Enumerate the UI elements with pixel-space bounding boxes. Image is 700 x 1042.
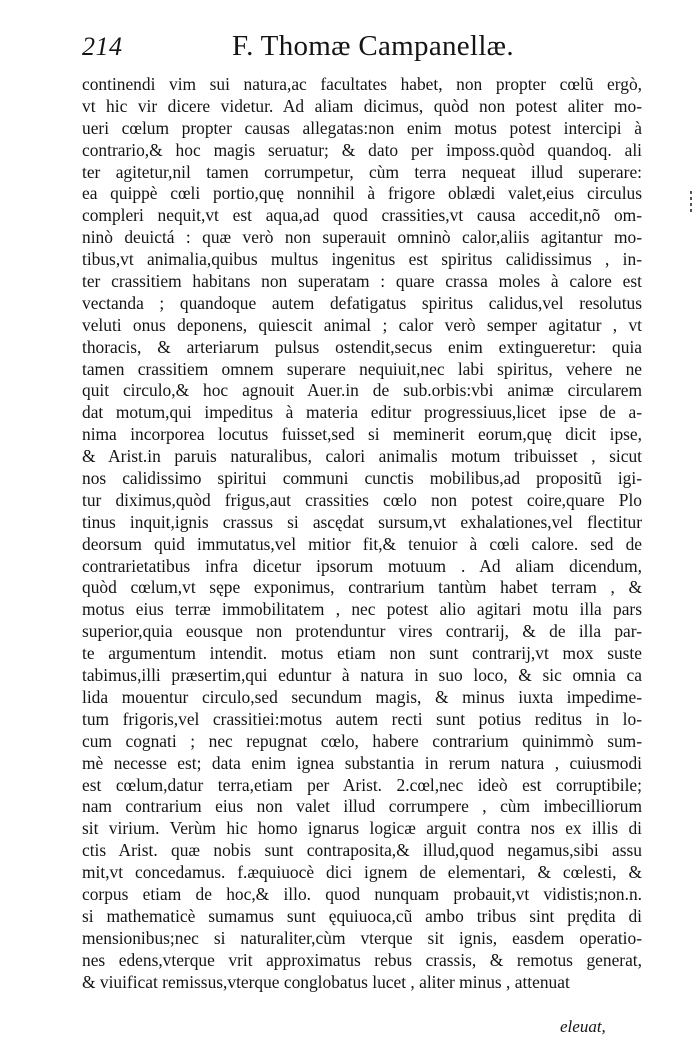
text-line: ea quippè cœli portio,quę nonnihil à frigore oblædi valet,eius circulus xyxy=(82,183,642,204)
text-line: cum cognati ; nec repugnat cœlo, habere contrarium quinimmò sum- xyxy=(82,730,642,751)
text-line: sit virium. Verùm hic homo ignarus logicæ arguit contra nos ex illis di xyxy=(82,818,642,839)
text-line: corpus etiam de hoc,& illo. quod nunquam probauit,vt vidistis;non.n. xyxy=(82,883,642,904)
text-line: ueri cœlum propter causas allegatas:non enim motus potest intercipi à xyxy=(82,117,642,138)
text-line: & Arist.in paruis naturalibus, calori animalis motum tribuisset , sicut xyxy=(82,446,642,467)
page-number: 214 xyxy=(82,32,123,61)
text-line: tum frigoris,vel crassitiei:motus autem recti sunt potius reditus in lo- xyxy=(82,708,642,729)
text-line: si mathematicè sumamus sunt ęquiuoca,cũ ambo tribus sint prędita di xyxy=(82,905,642,926)
edge-mark xyxy=(690,203,692,206)
text-line: vt hic vir dicere videtur. Ad aliam dicimus, quòd non potest aliter mo- xyxy=(82,95,642,116)
text-line: ter crassitiem habitans non superatam : quare crassa moles à calore est xyxy=(82,271,642,292)
page-edge-marks xyxy=(688,188,694,228)
text-line: continendi vim sui natura,ac facultates habet, non propter cœlũ ergò, xyxy=(82,74,642,94)
text-line: tur diximus,quòd frigus,aut crassities cœlo non potest coire,quare Plo xyxy=(82,489,642,510)
text-line: tinus inquit,ignis crassus si ascędat sursum,vt exhalationes,vel flectitur xyxy=(82,511,642,532)
catchword: eleuat, xyxy=(560,1017,606,1036)
text-line: lida mouentur circulo,sed secundum magis, & minus iuxta impedime- xyxy=(82,686,642,707)
text-line: contrario,& hoc magis seruatur; & dato per imposs.quòd quandoq. ali xyxy=(82,139,642,160)
text-line: dat motum,qui impeditus à materia editur progressiuus,licet ipse de a- xyxy=(82,402,642,423)
text-line: nes edens,vterque vrit approximatus rebus crassis, & remotus generat, xyxy=(82,949,642,970)
edge-mark xyxy=(690,209,692,212)
text-line: nima incorporea locutus fuisset,sed si meminerit eorum,quę dicit ipse, xyxy=(82,424,642,445)
text-line: nam contrarium eius non valet illud corrumpere , cùm imbecilliorum xyxy=(82,796,642,817)
text-line: mè necesse est; data enim ignea substantia in rerum natura , cuiusmodi xyxy=(82,752,642,773)
text-line: veluti onus deponens, quiescit animal ; calor verò semper agitatur , vt xyxy=(82,314,642,335)
text-line: ninò deuictá : quæ verò non superauit omninò calor,aliis agitantur mo- xyxy=(82,227,642,248)
text-line: ctis Arist. quæ nobis sunt contraposita,& illud,quod negamus,sibi assu xyxy=(82,840,642,861)
text-line: motus eius terræ immobilitatem , nec potest alio agitari motu illa pars xyxy=(82,599,642,620)
text-line: thoracis, & arteriarum pulsus ostendit,secus enim extingueretur: quia xyxy=(82,336,642,357)
text-line: & viuificat remissus,vterque conglobatus lucet , aliter minus , attenuat xyxy=(82,971,570,992)
text-line: tibus,vt animalia,quibus multus ingenitus est spiritus calidissimus , in- xyxy=(82,249,642,270)
text-line: mit,vt concedamus. f.æquiuocè dici ignem de elementari, & cœlesti, & xyxy=(82,862,642,883)
edge-mark xyxy=(690,191,692,194)
text-line: deorsum quid immutatus,vel mitior fit,& tenuior à cœli calore. sed de xyxy=(82,533,642,554)
text-line: ter agitetur,nil tamen corrumpetur, cùm terra nequeat illud superare: xyxy=(82,161,642,182)
text-line: superior,quia eousque non protenduntur vires contrarij, & de illa par- xyxy=(82,621,642,642)
text-line: te argumentum intendit. motus etiam non sunt contrarij,vt mox suste xyxy=(82,643,642,664)
text-line: est cœlum,datur terra,etiam per Arist. 2.cœl,nec ideò est corruptibile; xyxy=(82,774,642,795)
text-line: quit circulo,& hoc agnouit Auer.in de sub.orbis:vbi animæ circularem xyxy=(82,380,642,401)
text-line: vectanda ; quandoque autem defatigatus spiritus calidus,vel resolutus xyxy=(82,292,642,313)
text-line: mensionibus;nec si naturaliter,cùm vterque sit ignis, easdem operatio- xyxy=(82,927,642,948)
text-line: nos calidissimo spiritui communi cunctis mobilibus,ad propositũ igi- xyxy=(82,468,642,489)
text-line: compleri nequit,vt est aqua,ad quod crassities,vt causa accedit,nõ om- xyxy=(82,205,642,226)
text-line: tabimus,illi præsertim,qui eduntur à natura in suo loco, & sic omnia ca xyxy=(82,665,642,686)
edge-mark xyxy=(690,197,692,200)
running-title: F. Thomæ Campanellæ. xyxy=(232,30,514,62)
text-line: quòd cœlum,vt sępe exponimus, contrarium tantùm habet terram , & xyxy=(82,577,642,598)
text-line: contrarietatibus infra dicetur ipsorum motuum . Ad aliam dicendum, xyxy=(82,555,642,576)
body-text xyxy=(82,74,642,993)
running-head xyxy=(82,32,642,72)
text-line: tamen crassitiem omnem superare nequiuit,nec labi spiritus, vehere ne xyxy=(82,358,642,379)
